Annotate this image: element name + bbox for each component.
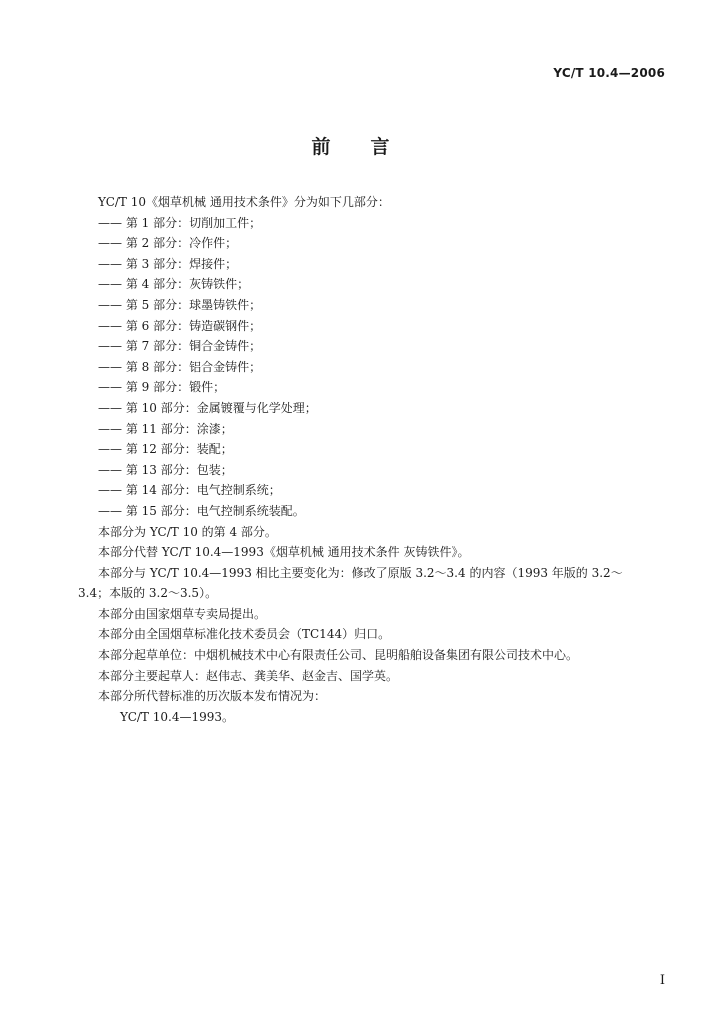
list-item: —— 第 12 部分：装配； bbox=[98, 442, 233, 457]
list-item: —— 第 4 部分：灰铸铁件； bbox=[98, 277, 250, 292]
list-item: —— 第 11 部分：涂漆； bbox=[98, 421, 233, 436]
parts-list bbox=[76, 213, 671, 522]
list-item: —— 第 13 部分：包装； bbox=[98, 462, 233, 477]
list-item: —— 第 1 部分：切削加工件； bbox=[98, 215, 262, 230]
proposed-by-paragraph: 本部分由国家烟草专卖局提出。 bbox=[98, 606, 267, 621]
under-paragraph: 本部分由全国烟草标准化技术委员会（TC144）归口。 bbox=[98, 627, 391, 642]
drafting-units-paragraph: 本部分起草单位：中烟机械技术中心有限责任公司、昆明船舶设备集团有限公司技术中心。 bbox=[98, 648, 579, 663]
page-title: 前言 bbox=[311, 136, 430, 158]
page-number: I bbox=[659, 973, 665, 988]
list-item: —— 第 6 部分：铸造碳钢件； bbox=[98, 318, 262, 333]
list-item: —— 第 14 部分：电气控制系统； bbox=[98, 483, 281, 498]
list-item: —— 第 5 部分：球墨铸铁件； bbox=[98, 297, 262, 312]
list-item: —— 第 7 部分：铜合金铸件； bbox=[98, 339, 262, 354]
list-item: —— 第 8 部分：铝合金铸件； bbox=[98, 359, 262, 374]
intro-paragraph: YC/T 10《烟草机械 通用技术条件》分为如下几部分： bbox=[98, 195, 390, 209]
list-item: —— 第 2 部分：冷作件； bbox=[98, 236, 238, 251]
list-item: —— 第 3 部分：焊接件； bbox=[98, 256, 238, 271]
history-intro-paragraph: 本部分所代替标准的历次版本发布情况为： bbox=[98, 689, 327, 704]
changes-paragraph-line2: 3.4；本版的 3.2～3.5）。 bbox=[78, 586, 218, 601]
standard-code: YC/T 10.4—2006 bbox=[553, 66, 665, 80]
drafters-paragraph: 本部分主要起草人：赵伟志、龚美华、赵金吉、国学英。 bbox=[98, 668, 399, 683]
changes-paragraph-line1: 本部分与 YC/T 10.4—1993 相比主要变化为：修改了原版 3.2～3.4 的内容（1993 年版的 3.2～ bbox=[98, 565, 623, 580]
list-item: —— 第 9 部分：锻件； bbox=[98, 380, 226, 395]
history-item: YC/T 10.4—1993。 bbox=[120, 709, 235, 724]
list-item: —— 第 15 部分：电气控制系统装配。 bbox=[98, 503, 305, 518]
list-item: —— 第 10 部分：金属镀覆与化学处理； bbox=[98, 400, 317, 415]
foreword-body bbox=[76, 192, 671, 727]
part-of-paragraph: 本部分为 YC/T 10 的第 4 部分。 bbox=[98, 524, 277, 539]
replaces-paragraph: 本部分代替 YC/T 10.4—1993《烟草机械 通用技术条件 灰铸铁件》。 bbox=[98, 545, 470, 560]
